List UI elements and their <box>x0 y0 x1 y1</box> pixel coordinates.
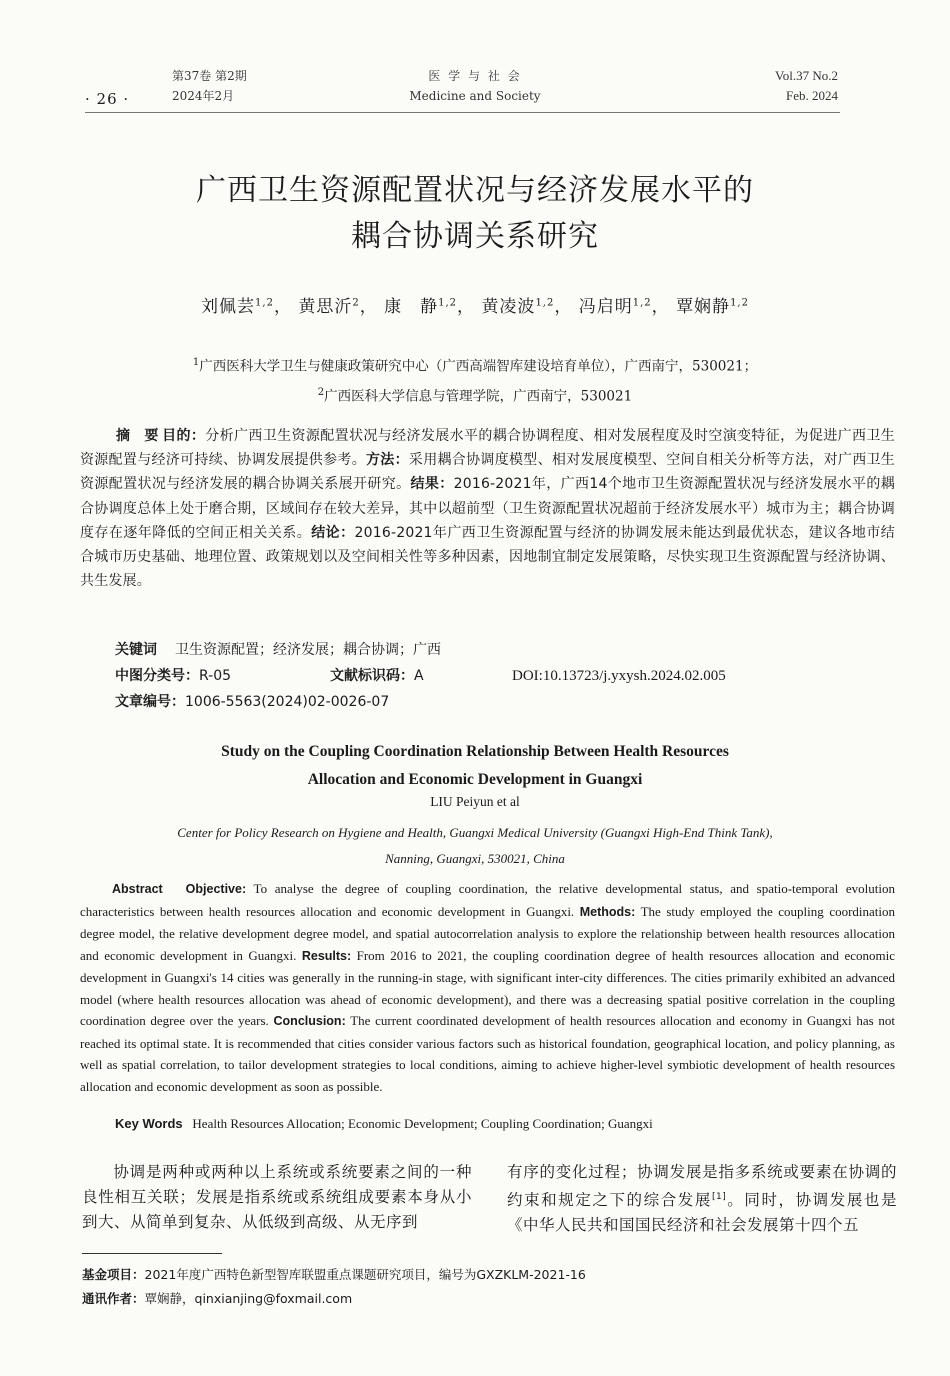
title-en-line-1: Study on the Coupling Coordination Relationship Between Health Resources <box>221 743 729 760</box>
objective-text-en: To analyse the degree of coupling coordination, the relative developmental status, and spatio-temporal evolution characteristics between health resources allocation and economic development in Guangxi. <box>80 881 895 919</box>
header-date-cn: 2024年2月 <box>172 89 235 103</box>
results-text-cn: 2016-2021年，广西14个地市卫生资源配置状况与经济发展水平的耦合协调度总体上处于磨合期，区域间存在较大差异，其中以超前型（卫生资源配置状况超前于经济发展水平）城市为主；耦合协调度存在逐年降低的空间正相关关系。 <box>80 476 895 541</box>
doc-code-value: A <box>414 668 424 684</box>
author: 覃娴静$^{1,2}$ <box>676 297 749 317</box>
journal-name-cn: 医 学 与 社 会 <box>428 69 522 83</box>
results-text-en: From 2016 to 2021, the coupling coordination degree of health resources allocation and economic development in Guangxi's 14 cities was generally in the running-in stage, with significant inter-city differences. The cities primarily exhibited an advanced model (where health resources allocation was ahead of economic development), and there was a decreasing spatial positive correlation in the coupling coordination degree over the years. <box>80 947 895 1028</box>
author-en: LIU Peiyun et al <box>430 794 520 809</box>
keywords-text-en: Health Resources Allocation; Economic Development; Coupling Coordination; Guangxi <box>192 1116 653 1131</box>
author: 黄凌波$^{1,2}$ <box>481 297 555 317</box>
author-list: 刘佩芸$^{1,2}$， 黄思沂$^2$， 康 静$^{1,2}$， 黄凌波$^{1,2}$， 冯启明$^{1,2}$， 覃娴静$^{1,2}$ <box>201 297 749 317</box>
footnote-correspondence <box>82 1288 352 1310</box>
correspondence-text: 覃娴静，qinxianjing@foxmail.com <box>144 1291 353 1306</box>
clc-value: R-05 <box>199 668 232 684</box>
footnote-funding <box>82 1264 586 1286</box>
body-column-right <box>507 1160 897 1238</box>
article-no-value: 1006-5563(2024)02-0026-07 <box>185 694 390 710</box>
abstract-en <box>80 878 895 1097</box>
title-line-2: 耦合协调关系研究 <box>351 219 599 254</box>
article-title-en <box>0 738 950 794</box>
doc-code-row <box>330 664 424 688</box>
body-paragraph: 有序的变化过程；协调发展是指多系统或要素在协调的约束和规定之下的综合发展 <box>507 1163 897 1210</box>
body-column-left <box>82 1160 472 1235</box>
abstract-cn <box>80 424 895 593</box>
citation-ref: [1] <box>711 1192 727 1202</box>
affiliation-en-line-2: Nanning, Guangxi, 530021, China <box>385 851 565 866</box>
affiliations <box>0 350 950 409</box>
keywords-cn <box>115 638 441 662</box>
abstract-label-cn: 摘 要 <box>116 428 159 444</box>
conclusion-label-cn: 结论： <box>311 524 355 541</box>
body-paragraph-continued: 。同时，协调发展也是《中华人民共和国国民经济和社会发展第十四个五 <box>507 1191 897 1235</box>
objective-text-cn: 分析广西卫生资源配置状况与经济发展水平的耦合协调程度、相对发展程度及时空演变特征，为促进广西卫生资源配置与经济可持续、协调发展提供参考。 <box>80 428 895 469</box>
objective-label-en: Objective: <box>185 882 247 896</box>
author: 黄思沂$^2$ <box>298 297 360 317</box>
clc-label: 中图分类号： <box>115 668 199 684</box>
funding-text: 2021年度广西特色新型智库联盟重点课题研究项目，编号为GXZKLM-2021-16 <box>144 1267 586 1282</box>
title-line-1: 广西卫生资源配置状况与经济发展水平的 <box>196 173 754 208</box>
conclusion-label-en: Conclusion: <box>273 1014 346 1028</box>
abstract-label-en: Abstract <box>112 882 163 896</box>
methods-label-en: Methods: <box>579 904 636 919</box>
conclusion-text-cn: 2016-2021年广西卫生资源配置与经济的协调发展未能达到最优状态，建议各地市结合城市历史基础、地理位置、政策规划以及空间相关性等多种因素，因地制宜制定发展策略，尽快实现卫生资源配置与经济协调、共生发展。 <box>80 524 896 590</box>
author: 康 静$^{1,2}$ <box>384 297 458 317</box>
article-number-row <box>115 690 389 714</box>
footnote-divider <box>82 1253 222 1254</box>
article-no-label: 文章编号： <box>115 694 185 710</box>
objective-label-cn: 目的： <box>162 428 206 444</box>
keywords-en <box>115 1116 653 1132</box>
journal-name-en: Medicine and Society <box>409 89 541 103</box>
author: 刘佩芸$^{1,2}$ <box>201 297 274 317</box>
header-issue-en <box>775 66 838 106</box>
keywords-label-cn: 关键词 <box>115 642 157 658</box>
results-label-cn: 结果： <box>410 476 454 493</box>
doc-code-label: 文献标识码： <box>330 668 414 684</box>
affiliation-2: $^2$广西医科大学信息与管理学院，广西南宁，530021 <box>317 386 633 404</box>
correspondence-label: 通讯作者： <box>82 1291 145 1306</box>
doi: DOI:10.13723/j.yxysh.2024.02.005 <box>512 668 726 684</box>
methods-text-en: The study employed the coupling coordination degree model, the relative development degree model, and spatial autocorrelation analysis to explore the relationship between health resources allocation and economic development in Guangxi. <box>80 903 896 963</box>
results-label-en: Results: <box>301 948 352 963</box>
author: 冯启明$^{1,2}$ <box>578 297 652 317</box>
conclusion-text-en: The current coordinated development of health resources allocation and economy in Guangxi has not reached its optimal state. It is recommended that cities consider various factors such as historical foundation, geographical location, and policy planning, as well as spatial correlation, to tailor development strategies to local conditions, aiming to achieve higher-level symbiotic development of health resources allocation and economic development as soon as possible. <box>80 1013 896 1094</box>
funding-label: 基金项目： <box>82 1267 145 1282</box>
article-title <box>0 168 950 260</box>
keywords-label-en: Key Words <box>115 1116 183 1131</box>
classification-row <box>115 664 231 688</box>
affiliation-en-line-1: Center for Policy Research on Hygiene and Health, Guangxi Medical University (Guangxi High-End Think Tank), <box>177 825 773 840</box>
methods-text-cn: 采用耦合协调度模型、相对发展度模型、空间自相关分析等方法，对广西卫生资源配置状况与经济发展的耦合协调关系展开研究。 <box>80 452 895 493</box>
affiliation-en <box>0 820 950 872</box>
methods-label-cn: 方法： <box>366 452 409 469</box>
header-divider <box>85 112 840 113</box>
header-volume-cn: 第37卷 第2期 <box>172 69 247 83</box>
page-number: · 26 · <box>85 90 130 108</box>
body-paragraph: 协调是两种或两种以上系统或系统要素之间的一种良性相互关联；发展是指系统或系统组成要素本身从小到大、从简单到复杂、从低级到高级、从无序到 <box>82 1163 472 1231</box>
affiliation-1: $^1$广西医科大学卫生与健康政策研究中心（广西高端智库建设培育单位），广西南宁，530021； <box>192 357 758 375</box>
title-en-line-2: Allocation and Economic Development in Guangxi <box>307 771 643 788</box>
keywords-text-cn: 卫生资源配置；经济发展；耦合协调；广西 <box>175 642 441 658</box>
header-volume-en: Vol.37 No.2 <box>775 68 838 83</box>
header-date-en: Feb. 2024 <box>786 88 838 103</box>
